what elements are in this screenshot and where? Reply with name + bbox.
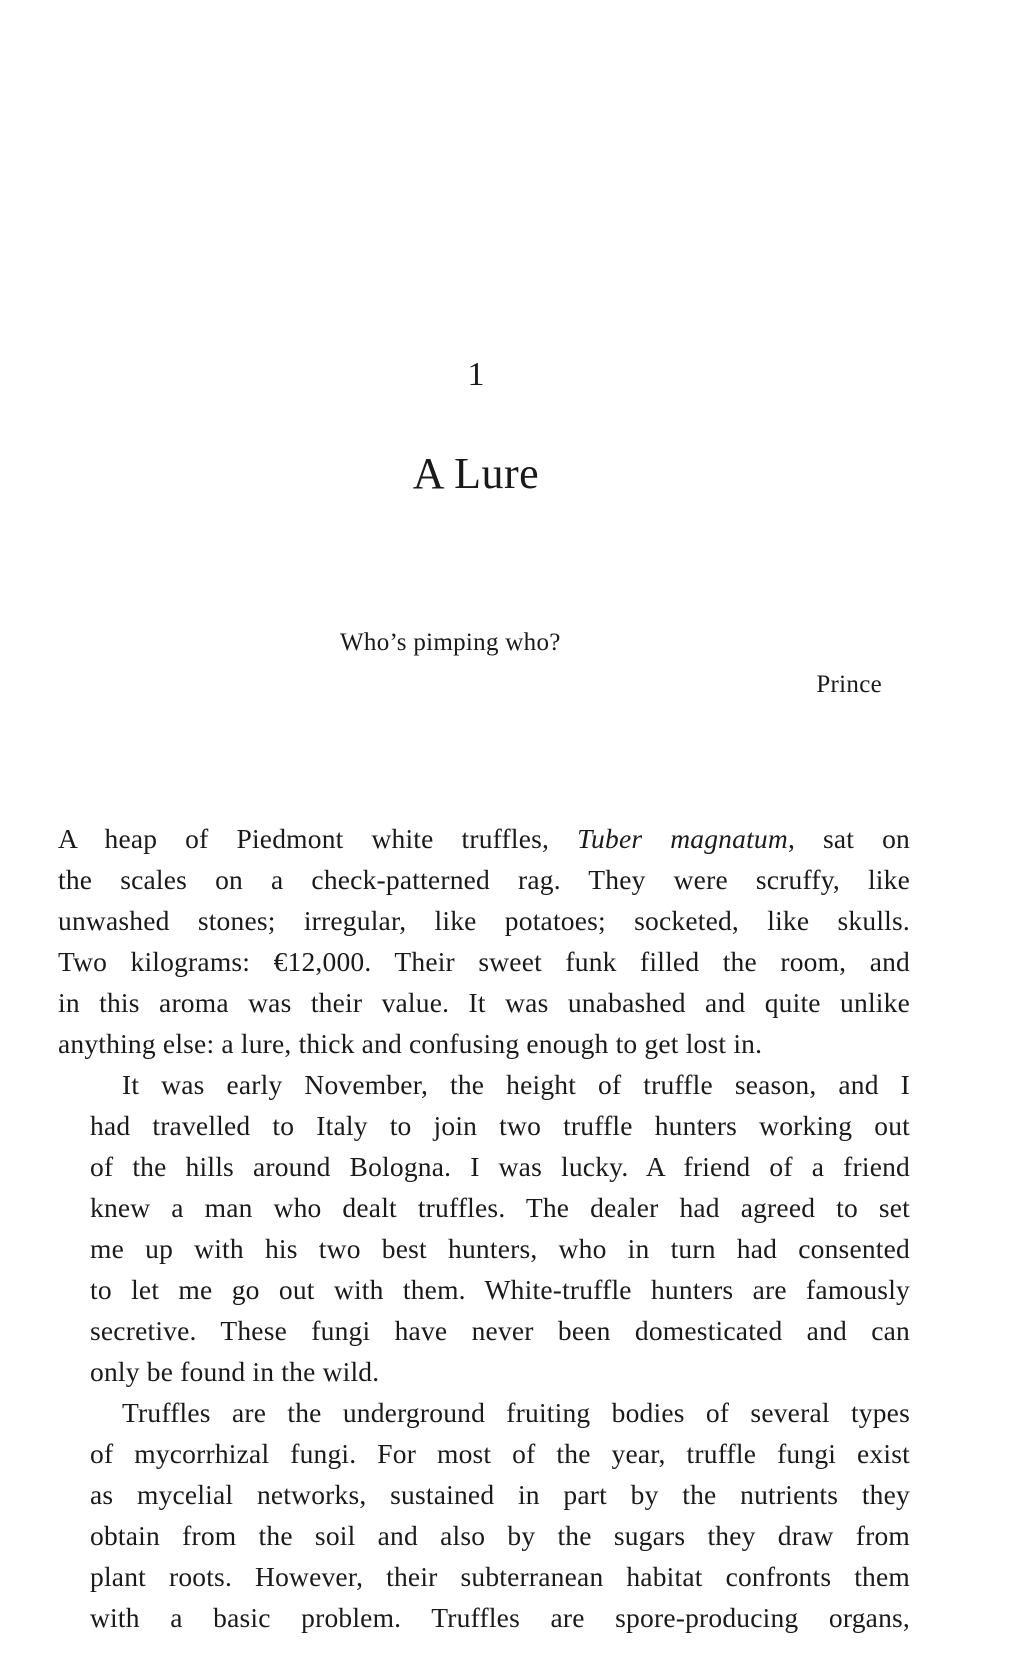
- text-line: It was early November, the height of truffle season, and I: [122, 1069, 910, 1100]
- text-line: Two kilograms: €12,000. Their sweet funk filled the room, and: [58, 946, 910, 977]
- text-line: in this aroma was their value. It was unabashed and quite unlike: [58, 987, 910, 1018]
- species-name: Tuber magnatum: [577, 823, 788, 854]
- text-line: to let me go out with them. White-truffle hunters are famously: [90, 1274, 910, 1305]
- chapter-number: 1: [467, 356, 485, 393]
- paragraph-3: [58, 1392, 910, 1638]
- text-line: me up with his two best hunters, who in turn had consented: [90, 1233, 910, 1264]
- text-line: as mycelial networks, sustained in part by the nutrients they: [90, 1479, 910, 1510]
- epigraph-attribution: Prince: [816, 671, 882, 698]
- text-line: A heap of Piedmont white truffles, Tuber magnatum, sat on: [58, 823, 910, 854]
- epigraph-quote: Who’s pimping who?: [340, 629, 561, 656]
- text-line: secretive. These fungi have never been domesticated and can: [90, 1315, 910, 1346]
- text-line: the scales on a check-patterned rag. They were scruffy, like: [58, 864, 910, 895]
- text-line: anything else: a lure, thick and confusing enough to get lost in.: [58, 1028, 763, 1059]
- text-line: with a basic problem. Truffles are spore-producing organs,: [90, 1602, 910, 1633]
- body-text: [58, 818, 910, 1638]
- text-line: knew a man who dealt truffles. The dealer had agreed to set: [90, 1192, 910, 1223]
- text-line: Truffles are the underground fruiting bodies of several types: [122, 1397, 910, 1428]
- text-line: plant roots. However, their subterranean habitat confronts them: [90, 1561, 910, 1592]
- text-line: obtain from the soil and also by the sugars they draw from: [90, 1520, 910, 1551]
- text-line: had travelled to Italy to join two truffle hunters working out: [90, 1110, 910, 1141]
- text-line: only be found in the wild.: [90, 1356, 380, 1387]
- paragraph-2: [58, 1064, 910, 1392]
- text-line: of the hills around Bologna. I was lucky. A friend of a friend: [90, 1151, 910, 1182]
- text-line: unwashed stones; irregular, like potatoes; socketed, like skulls.: [58, 905, 910, 936]
- chapter-title: A Lure: [412, 449, 540, 498]
- text-line: of mycorrhizal fungi. For most of the year, truffle fungi exist: [90, 1438, 910, 1469]
- paragraph-1: [58, 818, 910, 1064]
